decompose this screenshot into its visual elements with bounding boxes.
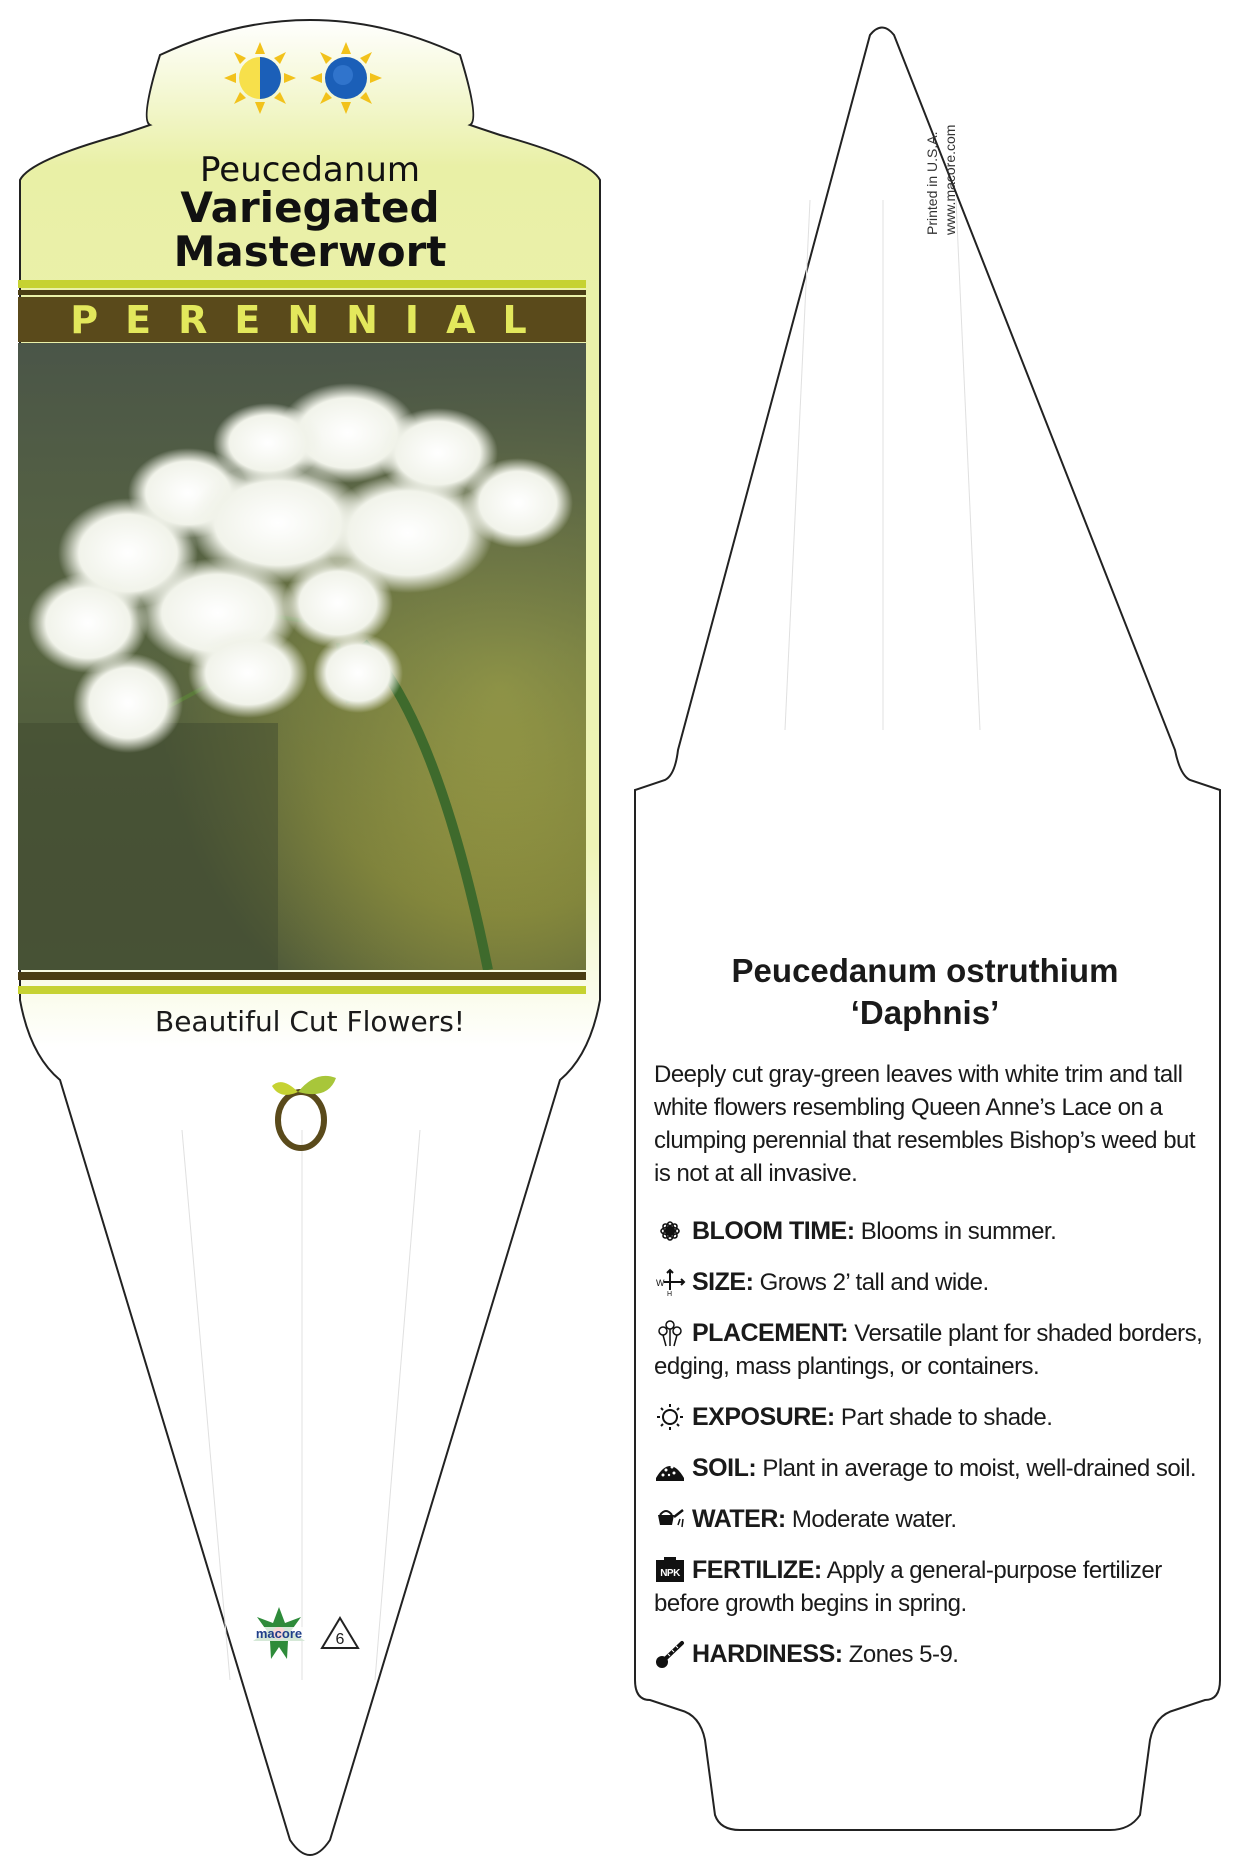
tagline: Beautiful Cut Flowers! bbox=[154, 1005, 466, 1038]
care-label: HARDINESS: bbox=[692, 1640, 843, 1668]
width-height-icon bbox=[654, 1268, 686, 1296]
part-sun-icon bbox=[224, 42, 296, 114]
care-bloom-time bbox=[654, 1215, 1219, 1248]
npk-icon bbox=[654, 1556, 686, 1584]
thermometer-icon bbox=[654, 1640, 686, 1668]
svg-text:NPK: NPK bbox=[660, 1568, 680, 1579]
accent-bar bbox=[18, 986, 586, 994]
recycle-icon bbox=[318, 1614, 362, 1654]
flower-icon bbox=[654, 1217, 686, 1245]
care-hardiness bbox=[654, 1638, 1219, 1671]
care-text: Blooms in summer. bbox=[854, 1218, 1057, 1245]
care-text: Grows 2’ tall and wide. bbox=[753, 1269, 989, 1296]
printer-note bbox=[912, 95, 972, 245]
sun-outline-icon bbox=[654, 1403, 686, 1431]
shade-icon bbox=[310, 42, 382, 114]
watering-can-icon bbox=[654, 1505, 686, 1533]
accent-bar bbox=[18, 290, 586, 295]
care-exposure bbox=[654, 1401, 1219, 1434]
care-soil bbox=[654, 1452, 1219, 1485]
seed-logo-icon bbox=[268, 1070, 338, 1155]
macore-logo-text: macore bbox=[255, 1626, 303, 1641]
common-name-line1: Variegated bbox=[180, 183, 440, 232]
care-text: Apply a general-purpose fertilizer before growth begins in spring. bbox=[654, 1557, 1162, 1617]
care-fertilize bbox=[654, 1554, 1219, 1620]
accent-bar bbox=[18, 972, 586, 980]
recycle-code: 6 bbox=[335, 1631, 345, 1648]
care-label: SIZE: bbox=[692, 1268, 754, 1296]
care-label: BLOOM TIME: bbox=[692, 1217, 855, 1245]
category-label: PERENNIAL bbox=[70, 297, 554, 342]
care-text: Plant in average to moist, well-drained soil. bbox=[756, 1455, 1197, 1482]
category-band bbox=[18, 297, 586, 342]
svg-text:W: W bbox=[656, 1278, 664, 1288]
cultivar-name: ‘Daphnis’ bbox=[850, 994, 1000, 1031]
care-instructions bbox=[654, 1215, 1219, 1689]
care-text: Part shade to shade. bbox=[834, 1404, 1053, 1431]
care-placement bbox=[654, 1317, 1219, 1383]
common-name-line2: Masterwort bbox=[173, 227, 447, 276]
common-name-prefix: Peucedanum bbox=[199, 150, 420, 190]
care-text: Zones 5-9. bbox=[842, 1641, 959, 1668]
care-label: SOIL: bbox=[692, 1454, 757, 1482]
care-label: PLACEMENT: bbox=[692, 1319, 849, 1347]
printed-in-usa: Printed in U.S.A. bbox=[924, 131, 940, 235]
plant-photo bbox=[18, 343, 586, 970]
care-text: Versatile plant for shaded borders, edging, mass plantings, or containers. bbox=[654, 1320, 1203, 1380]
care-label: WATER: bbox=[692, 1505, 786, 1533]
accent-bar bbox=[18, 280, 586, 288]
exposure-icons bbox=[218, 40, 388, 120]
soil-icon bbox=[654, 1454, 686, 1482]
svg-text:H: H bbox=[667, 1291, 672, 1296]
care-label: FERTILIZE: bbox=[692, 1556, 822, 1584]
care-size bbox=[654, 1266, 1219, 1299]
common-name bbox=[20, 183, 600, 276]
botanical-name-line1: Peucedanum ostruthium bbox=[731, 952, 1119, 989]
care-label: EXPOSURE: bbox=[692, 1403, 835, 1431]
printer-website: www.macore.com bbox=[942, 124, 958, 235]
plants-icon bbox=[654, 1319, 686, 1347]
care-text: Moderate water. bbox=[785, 1506, 957, 1533]
care-water bbox=[654, 1503, 1219, 1536]
macore-logo bbox=[244, 1605, 314, 1665]
botanical-name bbox=[650, 950, 1200, 1034]
plant-description: Deeply cut gray-green leaves with white trim and tall white flowers resembling Queen Anne’s Lace on a clumping perennial that resembles Bishop’s weed but is not at all invasive. bbox=[654, 1061, 1196, 1187]
